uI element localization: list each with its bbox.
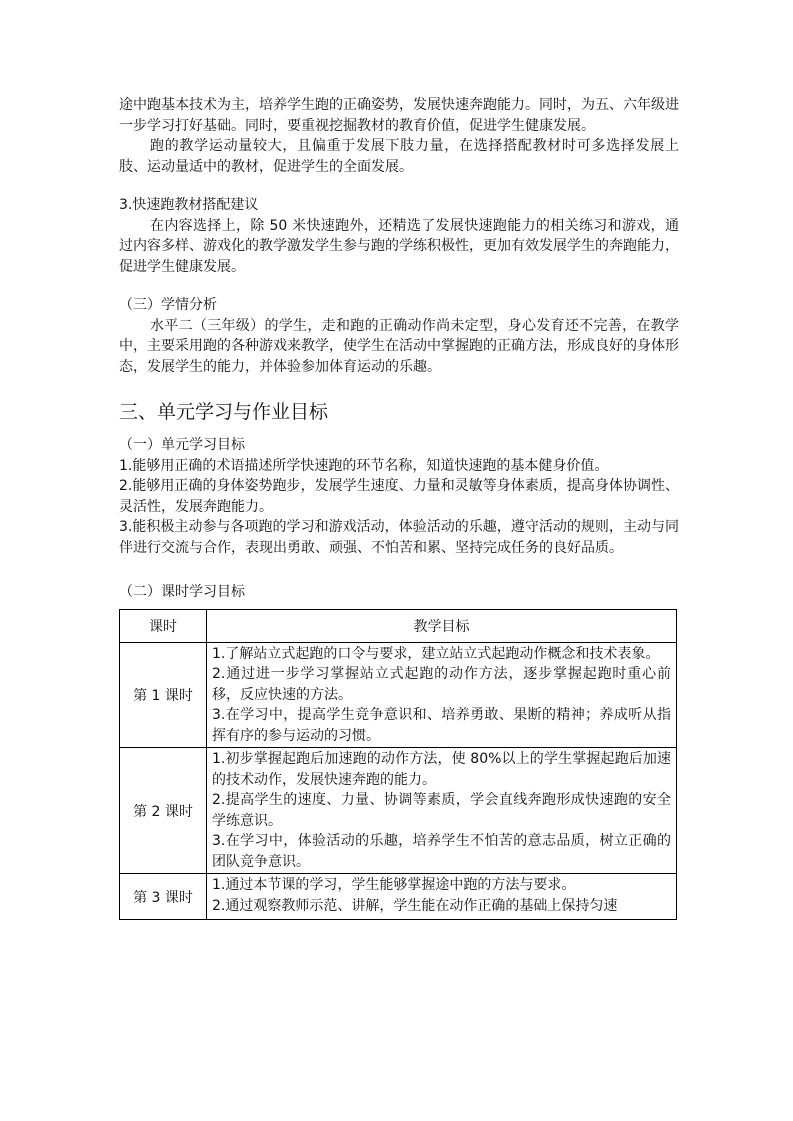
learner-analysis-body: 水平二（三年级）的学生，走和跑的正确动作尚未定型，身心发育还不完善，在教学中，主要采用跑的各种游戏来教学，使学生在活动中掌握跑的正确方法，形成良好的身体形态，发展学生的能力，并体验参加体育运动的乐趣。 <box>119 317 679 375</box>
unit-goal-item: 3.能积极主动参与各项跑的学习和游戏活动，体验活动的乐趣，遵守活动的规则，主动与同伴进行交流与合作，表现出勇敢、顽强、不怕苦和累、坚持完成任务的良好品质。 <box>119 519 679 556</box>
lesson-cell: 第 1 课时 <box>120 642 207 748</box>
goal-line: 1.初步掌握起跑后加速跑的动作方法，使 80%以上的学生掌握起跑后加速的技术动作，发展快速奔跑的能力。 <box>212 751 671 788</box>
lesson-cell: 第 3 课时 <box>120 874 207 920</box>
goal-line: 3.在学习中，体验活动的乐趣，培养学生不怕苦的意志品质，树立正确的团队竞争意识。 <box>212 833 671 870</box>
unit-goals-title: 三、单元学习与作业目标 <box>119 401 329 423</box>
lesson-goals-subheading: （二）课时学习目标 <box>119 584 245 600</box>
table-row <box>120 874 677 920</box>
table-row <box>120 642 677 748</box>
unit-goal-item: 2.能够用正确的身体姿势跑步，发展学生速度、力量和灵敏等身体素质，提高身体协调性、灵活性，发展奔跑能力。 <box>119 478 679 515</box>
goal-line: 2.提高学生的速度、力量、协调等素质，学会直线奔跑形成快速跑的安全学练意识。 <box>212 792 671 829</box>
unit-goals-subheading: （一）单元学习目标 <box>119 437 245 453</box>
section-3-heading: 3.快速跑教材搭配建议 <box>119 197 259 213</box>
goals-cell <box>207 642 677 748</box>
document-content <box>119 95 679 920</box>
table-header-lesson: 课时 <box>120 609 207 642</box>
table-header-goals: 教学目标 <box>207 609 677 642</box>
goal-line: 1.了解站立式起跑的口令与要求，建立站立式起跑动作概念和技术表象。 <box>212 645 660 662</box>
unit-goal-item: 1.能够用正确的术语描述所学快速跑的环节名称，知道快速跑的基本健身价值。 <box>119 457 609 474</box>
goals-cell <box>207 748 677 874</box>
intro-paragraph-2: 跑的教学运动量较大，且偏重于发展下肢力量，在选择搭配教材时可多选择发展上肢、运动量适中的教材，促进学生的全面发展。 <box>119 138 679 175</box>
intro-paragraph-1: 途中跑基本技术为主，培养学生跑的正确姿势，发展快速奔跑能力。同时，为五、六年级进一步学习打好基础。同时，要重视挖掘教材的教育价值，促进学生健康发展。 <box>119 97 679 134</box>
learner-analysis-heading: （三）学情分析 <box>119 297 217 313</box>
goal-line: 3.在学习中，提高学生竞争意识和、培养勇敢、果断的精神；养成听从指挥有序的参与运动的习惯。 <box>212 707 671 744</box>
table-row <box>120 748 677 874</box>
section-3-body: 在内容选择上，除 50 米快速跑外，还精选了发展快速跑能力的相关练习和游戏，通过内容多样、游戏化的教学激发学生参与跑的学练积极性，更加有效发展学生的奔跑能力，促进学生健康发展。 <box>119 217 679 275</box>
lesson-goals-table <box>119 609 677 921</box>
goals-cell <box>207 874 677 920</box>
goal-line: 2.通过观察教师示范、讲解，学生能在动作正确的基础上保持匀速 <box>212 897 618 914</box>
goal-line: 2.通过进一步学习掌握站立式起跑的动作方法，逐步掌握起跑时重心前移，反应快速的方法。 <box>212 666 671 703</box>
goal-line: 1.通过本节课的学习，学生能够掌握途中跑的方法与要求。 <box>212 877 576 893</box>
table-header-row <box>120 609 677 642</box>
lesson-cell: 第 2 课时 <box>120 748 207 874</box>
goals-cell-clipped <box>212 875 671 918</box>
